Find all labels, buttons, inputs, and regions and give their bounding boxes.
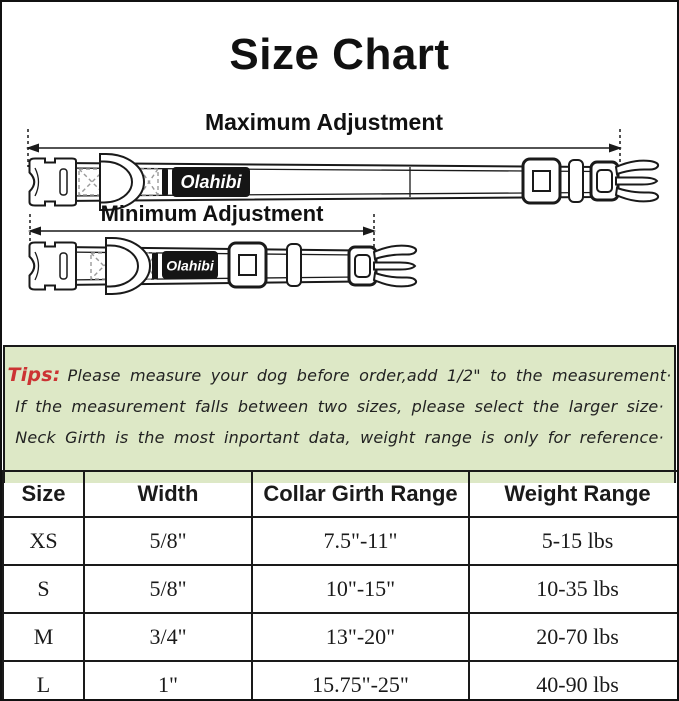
tips-label: Tips: xyxy=(7,364,61,386)
col-header-girth: Collar Girth Range xyxy=(252,471,469,517)
cell-width: 5/8" xyxy=(84,517,252,565)
cell-girth: 13"-20" xyxy=(252,613,469,661)
cell-size: XS xyxy=(3,517,84,565)
cell-weight: 20-70 lbs xyxy=(469,613,679,661)
minimum-adjustment-label: Minimum Adjustment xyxy=(100,201,324,226)
cell-size: M xyxy=(3,613,84,661)
cell-girth: 10"-15" xyxy=(252,565,469,613)
brand-label-max: Olahibi xyxy=(180,172,242,192)
cell-weight: 10-35 lbs xyxy=(469,565,679,613)
size-table-header-row xyxy=(3,471,679,517)
col-header-width: Width xyxy=(84,471,252,517)
table-row-s xyxy=(3,565,679,613)
table-row-m xyxy=(3,613,679,661)
maximum-adjustment-label: Maximum Adjustment xyxy=(204,109,444,135)
tips-line-2: If the measurement falls between two sizes, please select the larger size· xyxy=(15,397,664,416)
table-row-l xyxy=(3,661,679,701)
tips-text-1: Please measure your dog before order,add 1/2" to the measurement· xyxy=(67,366,672,385)
collar-minimum xyxy=(30,238,417,294)
col-header-weight: Weight Range xyxy=(469,471,679,517)
page-title: Size Chart xyxy=(229,30,450,79)
cell-width: 5/8" xyxy=(84,565,252,613)
tips-line-1 xyxy=(5,360,674,391)
cell-width: 3/4" xyxy=(84,613,252,661)
cell-width: 1" xyxy=(84,661,252,701)
table-row-xs xyxy=(3,517,679,565)
cell-size: L xyxy=(3,661,84,701)
brand-label-min: Olahibi xyxy=(166,257,214,274)
cell-weight: 40-90 lbs xyxy=(469,661,679,701)
tips-panel xyxy=(3,345,676,483)
col-header-size: Size xyxy=(3,471,84,517)
cell-weight: 5-15 lbs xyxy=(469,517,679,565)
cell-size: S xyxy=(3,565,84,613)
collar-diagram xyxy=(2,97,677,345)
cell-girth: 15.75"-25" xyxy=(252,661,469,701)
cell-girth: 7.5"-11" xyxy=(252,517,469,565)
tips-line-3: Neck Girth is the most inportant data, weight range is only for reference· xyxy=(15,428,664,447)
size-table xyxy=(2,470,679,701)
